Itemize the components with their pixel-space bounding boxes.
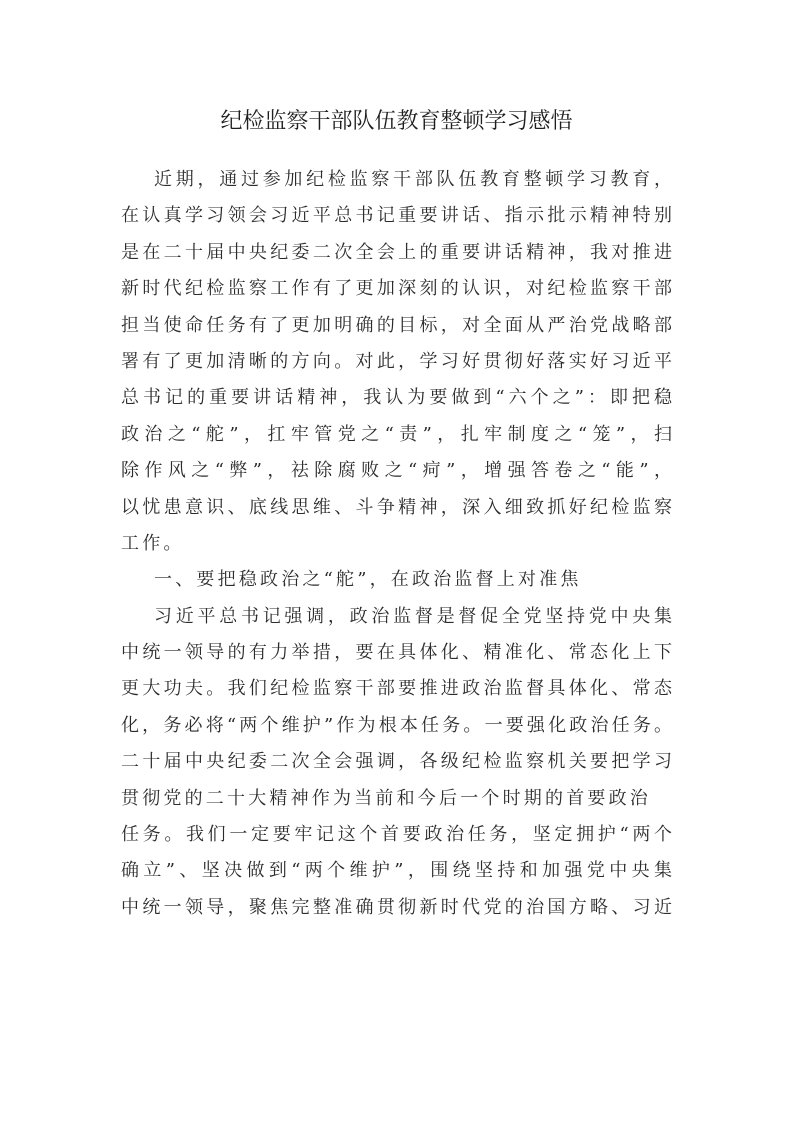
text-line: 以忧患意识、底线思维、斗争精神，深入细致抓好纪检监察 <box>121 496 672 518</box>
text-line: 是在二十届中央纪委二次全会上的重要讲话精神，我对推进 <box>121 241 672 263</box>
text-line: 贯彻党的二十大精神作为当前和今后一个时期的首要政治 <box>121 787 651 809</box>
document-body <box>121 166 672 930</box>
text-line: 除作风之“弊”，祛除腐败之“疴”，增强答卷之“能”， <box>121 460 672 482</box>
text-line: 在认真学习领会习近平总书记重要讲话、指示批示精神特别 <box>121 205 672 227</box>
document-title: 纪检监察干部队伍教育整顿学习感悟 <box>220 109 573 134</box>
text-line: 新时代纪检监察工作有了更加深刻的认识，对纪检监察干部 <box>121 278 672 300</box>
text-line: 二十届中央纪委二次全会强调，各级纪检监察机关要把学习 <box>121 751 672 773</box>
text-line: 习近平总书记强调，政治监督是督促全党坚持党中央集 <box>154 605 672 627</box>
section-heading: 一、要把稳政治之“舵”，在政治监督上对准焦 <box>154 569 582 591</box>
text-line: 中统一领导的有力举措，要在具体化、精准化、常态化上下 <box>121 642 672 664</box>
text-line: 确立”、坚决做到“两个维护”，围绕坚持和加强党中央集 <box>121 860 672 882</box>
text-line: 化，务必将“两个维护”作为根本任务。一要强化政治任务。 <box>121 714 672 736</box>
text-line: 近期，通过参加纪检监察干部队伍教育整顿学习教育， <box>154 169 672 190</box>
text-line: 担当使命任务有了更加明确的目标，对全面从严治党战略部 <box>121 314 672 336</box>
text-line: 总书记的重要讲话精神，我认为要做到“六个之”：即把稳 <box>121 387 672 409</box>
text-line: 工作。 <box>121 532 185 554</box>
text-line: 任务。我们一定要牢记这个首要政治任务，坚定拥护“两个 <box>121 824 672 846</box>
text-line: 中统一领导，聚焦完整准确贯彻新时代党的治国方略、习近 <box>121 896 672 918</box>
text-line: 政治之“舵”，扛牢管党之“责”，扎牢制度之“笼”，扫 <box>121 423 672 445</box>
text-line: 更大功夫。我们纪检监察干部要推进政治监督具体化、常态 <box>121 678 672 700</box>
text-line: 署有了更加清晰的方向。对此，学习好贯彻好落实好习近平 <box>121 350 672 372</box>
